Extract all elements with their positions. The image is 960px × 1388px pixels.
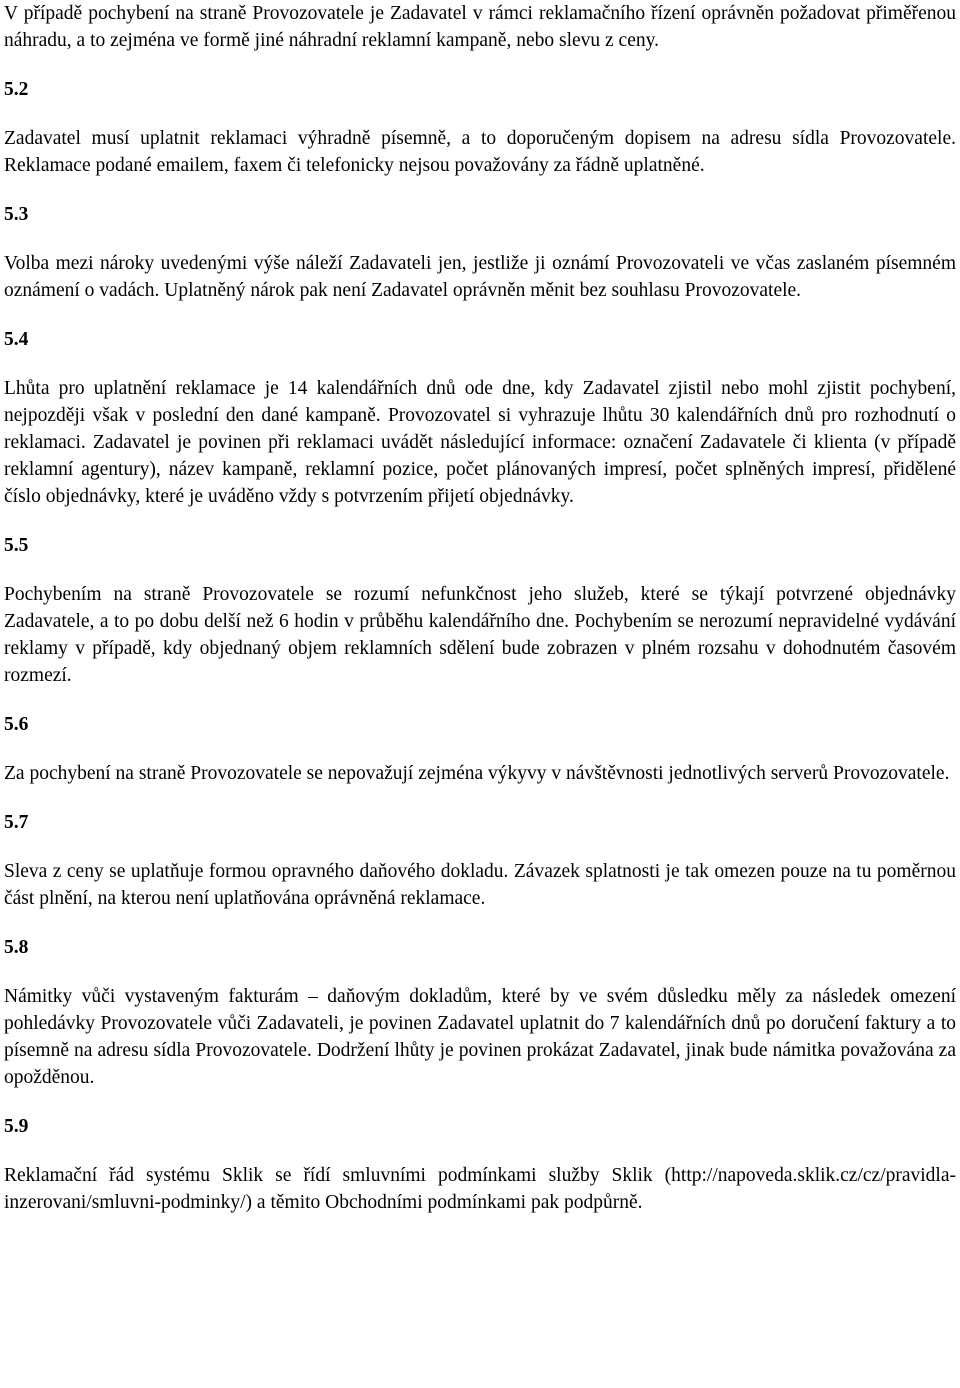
section-5-2	[4, 76, 956, 179]
section-number: 5.5	[4, 535, 29, 556]
section-5-9	[4, 1113, 956, 1216]
section-number: 5.7	[4, 812, 29, 833]
section-text: Volba mezi nároky uvedenými výše náleží Zadavateli jen, jestliže ji oznámí Provozovateli ve včas zaslaném písemném oznámení o vadách. Uplatněný nárok pak není Zadavatel oprávněn měnit bez souhlasu Provozovatele.	[4, 253, 956, 301]
section-text: Reklamační řád systému Sklik se řídí smluvními podmínkami služby Sklik (http://napoveda.sklik.cz/cz/pravidla-inzerovani/smluvni-podminky/) a těmito Obchodními podmínkami pak podpůrně.	[4, 1165, 956, 1213]
section-text: Námitky vůči vystaveným fakturám – daňovým dokladům, které by ve svém důsledku měly za následek omezení pohledávky Provozovatele vůči Zadavateli, je povinen Zadavatel uplatnit do 7 kalendářních dnů po doručení faktury a to písemně na adresu sídla Provozovatele. Dodržení lhůty je povinen prokázat Zadavatel, jinak bude námitka považována za opožděnou.	[4, 986, 956, 1088]
section-number: 5.2	[4, 79, 29, 100]
section-text: Pochybením na straně Provozovatele se rozumí nefunkčnost jeho služeb, které se týkají potvrzené objednávky Zadavatele, a to po dobu delší než 6 hodin v průběhu kalendářního dne. Pochybením se nerozumí nepravidelné vydávání reklamy v případě, kdy objednaný objem reklamních sdělení bude zobrazen v plném rozsahu v dohodnutém časovém rozmezí.	[4, 584, 956, 686]
section-text: Lhůta pro uplatnění reklamace je 14 kalendářních dnů ode dne, kdy Zadavatel zjistil nebo mohl zjistit pochybení, nejpozději však v poslední den dané kampaně. Provozovatel si vyhrazuje lhůtu 30 kalendářních dnů pro rozhodnutí o reklamaci. Zadavatel je povinen při reklamaci uvádět následující informace: označení Zadavatele či klienta (v případě reklamní agentury), název kampaně, reklamní pozice, počet plánovaných impresí, počet splněných impresí, přidělené číslo objednávky, které je uváděno vždy s potvrzením přijetí objednávky.	[4, 378, 956, 507]
section-5-3	[4, 201, 956, 304]
section-5-4	[4, 326, 956, 510]
section-5-5	[4, 532, 956, 689]
section-text: Za pochybení na straně Provozovatele se nepovažují zejména výkyvy v návštěvnosti jednotlivých serverů Provozovatele.	[4, 763, 950, 784]
section-text: Zadavatel musí uplatnit reklamaci výhradně písemně, a to doporučeným dopisem na adresu sídla Provozovatele. Reklamace podané emailem, faxem či telefonicky nejsou považovány za řádně uplatněné.	[4, 128, 956, 176]
section-number: 5.9	[4, 1116, 29, 1137]
intro-paragraph: V případě pochybení na straně Provozovatele je Zadavatel v rámci reklamačního řízení oprávněn požadovat přiměřenou náhradu, a to zejména ve formě jiné náhradní reklamní kampaně, nebo slevu z ceny.	[4, 3, 956, 51]
section-number: 5.4	[4, 329, 29, 350]
section-5-7	[4, 809, 956, 912]
section-5-6	[4, 711, 956, 787]
section-number: 5.3	[4, 204, 29, 225]
section-text: Sleva z ceny se uplatňuje formou opravného daňového dokladu. Závazek splatnosti je tak omezen pouze na tu poměrnou část plnění, na kterou není uplatňována oprávněná reklamace.	[4, 861, 956, 909]
document-page	[4, 0, 956, 1216]
section-number: 5.6	[4, 714, 29, 735]
section-number: 5.8	[4, 937, 29, 958]
section-5-8	[4, 934, 956, 1091]
